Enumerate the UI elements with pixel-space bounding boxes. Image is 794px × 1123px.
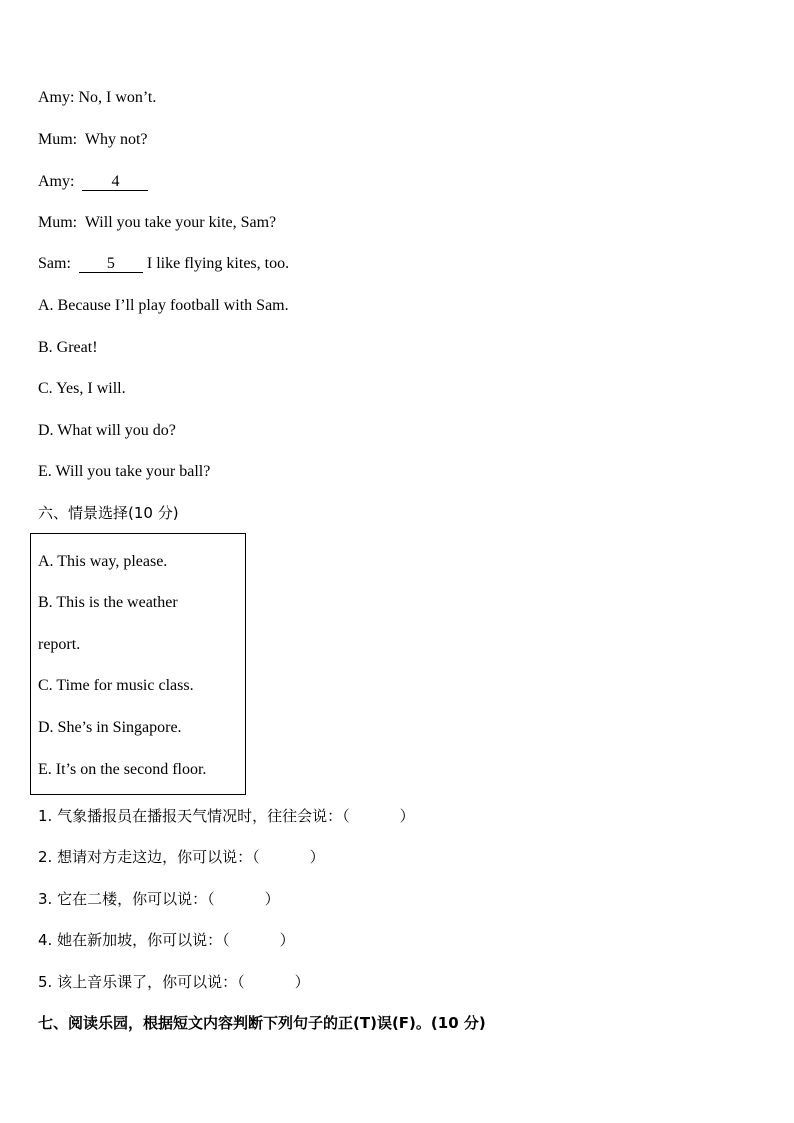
dialogue-line [38, 130, 148, 150]
option-c: C. Yes, I will. [38, 380, 126, 397]
question-4 [38, 930, 295, 950]
option-box [30, 533, 246, 795]
question-2 [38, 847, 325, 867]
option-d: D. What will you do? [38, 422, 176, 439]
question-text: 想请对方走这边，你可以说：（ [57, 848, 260, 866]
dialogue-text: I like flying kites, too. [146, 255, 290, 272]
question-1 [38, 806, 415, 826]
section-7-title: 七、阅读乐园，根据短文内容判断下列句子的正(T)误(F)。(10 分) [38, 1014, 486, 1032]
dialogue-line [38, 172, 148, 192]
question-text: 它在二楼，你可以说：（ [57, 890, 215, 908]
speaker: Mum: [38, 131, 78, 148]
box-option-a: A. This way, please. [38, 553, 168, 570]
question-number: 4. [38, 931, 53, 949]
speaker: Amy: [38, 173, 75, 190]
dialogue-text: No, I won’t. [78, 89, 157, 106]
dialogue-text: Will you take your kite, Sam? [84, 214, 277, 231]
answer-blank-5[interactable]: 5 [79, 255, 143, 273]
box-option-b-cont: report. [38, 636, 81, 653]
dialogue-text: Why not? [84, 131, 148, 148]
question-number: 3. [38, 890, 53, 908]
paren-close: ） [309, 848, 325, 866]
option-e: E. Will you take your ball? [38, 463, 211, 480]
paren-close: ） [399, 807, 415, 825]
dialogue-line [38, 88, 156, 108]
speaker: Sam: [38, 255, 71, 272]
question-number: 1. [38, 807, 53, 825]
question-5 [38, 972, 310, 992]
box-option-d: D. She’s in Singapore. [38, 719, 182, 736]
dialogue-line [38, 213, 276, 233]
speaker: Mum: [38, 214, 78, 231]
question-text: 她在新加坡，你可以说：（ [57, 931, 230, 949]
speaker: Amy: [38, 89, 75, 106]
option-a: A. Because I’ll play football with Sam. [38, 297, 289, 314]
paren-close: ） [264, 890, 280, 908]
option-b: B. Great! [38, 339, 98, 356]
dialogue-line [38, 254, 289, 274]
paren-close: ） [279, 931, 295, 949]
section-6-title: 六、情景选择(10 分) [38, 504, 179, 522]
question-number: 5. [38, 973, 53, 991]
question-text: 气象播报员在播报天气情况时，往往会说：（ [57, 807, 350, 825]
question-3 [38, 889, 280, 909]
answer-blank-4[interactable]: 4 [82, 173, 148, 191]
box-option-e: E. It’s on the second floor. [38, 761, 207, 778]
question-number: 2. [38, 848, 53, 866]
box-option-c: C. Time for music class. [38, 677, 194, 694]
paren-close: ） [294, 973, 310, 991]
box-option-b: B. This is the weather [38, 594, 178, 611]
question-text: 该上音乐课了，你可以说：（ [57, 973, 245, 991]
